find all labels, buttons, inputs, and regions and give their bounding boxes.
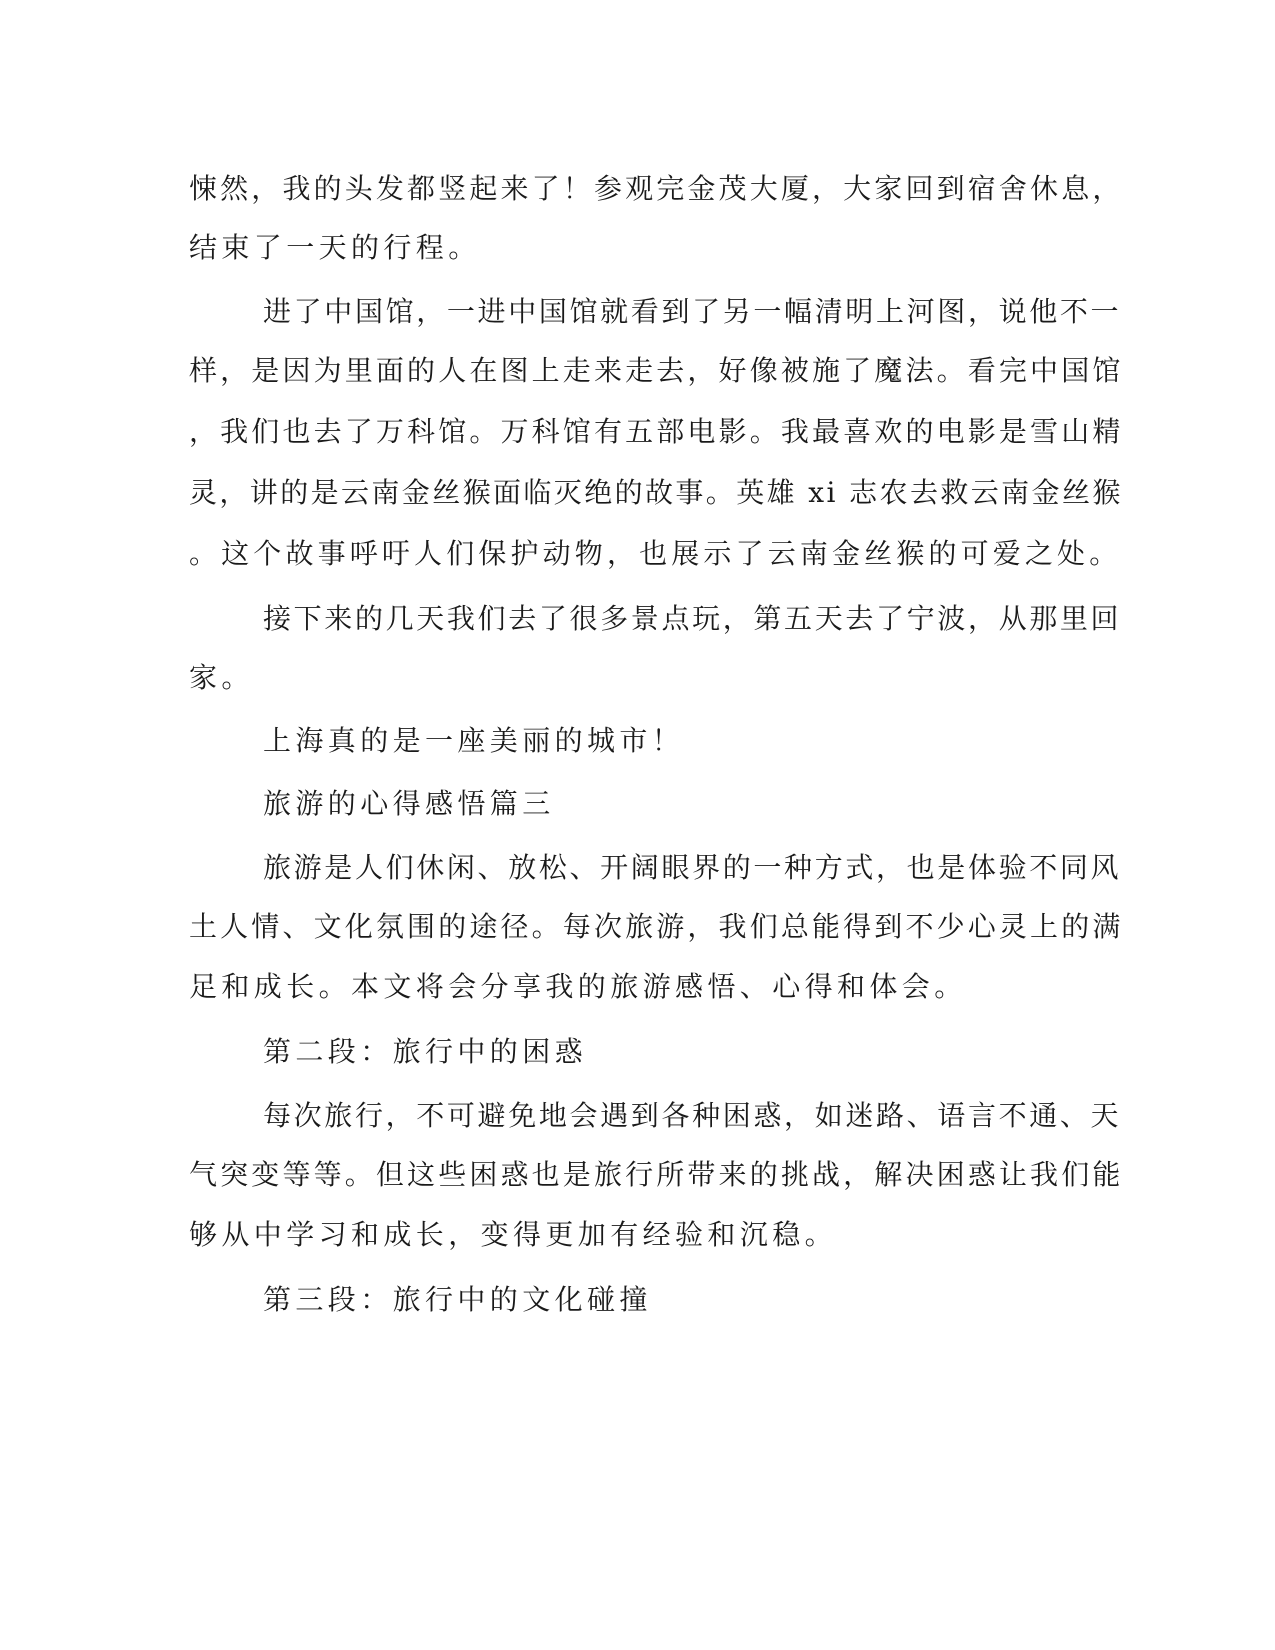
text-line (0, 1096, 1275, 1136)
line-text: 每次旅行，不可避免地会遇到各种困惑，如迷路、语言不通、天 (263, 1099, 1122, 1132)
text-line (0, 658, 1275, 698)
line-text: 样，是因为里面的人在图上走来走去，好像被施了魔法。看完中国馆 (189, 354, 1124, 387)
line-text: 家。 (189, 661, 254, 694)
text-line (0, 169, 1275, 209)
text-line (0, 848, 1275, 888)
text-line (0, 473, 1275, 513)
text-line (0, 907, 1275, 947)
line-text: 土人情、文化氛围的途径。每次旅游，我们总能得到不少心灵上的满 (189, 910, 1124, 943)
text-line (0, 534, 1275, 574)
text-line (0, 228, 1275, 268)
section-heading (0, 784, 1275, 824)
text-line (0, 412, 1275, 452)
heading-text: 旅游的心得感悟篇三 (263, 787, 555, 820)
line-text: 灵，讲的是云南金丝猴面临灭绝的故事。英雄 xi 志农去救云南金丝猴 (189, 476, 1123, 509)
line-text: 足和成长。本文将会分享我的旅游感悟、心得和体会。 (189, 970, 967, 1003)
line-text: ，我们也去了万科馆。万科馆有五部电影。我最喜欢的电影是雪山精 (189, 415, 1124, 448)
text-line (0, 351, 1275, 391)
line-text: 接下来的几天我们去了很多景点玩，第五天去了宁波，从那里回 (263, 602, 1122, 635)
line-text: 进了中国馆，一进中国馆就看到了另一幅清明上河图，说他不一 (263, 295, 1122, 328)
line-text: 旅游是人们休闲、放松、开阔眼界的一种方式，也是体验不同风 (263, 851, 1122, 884)
line-text: 上海真的是一座美丽的城市！ (263, 724, 685, 757)
line-text: 。这个故事呼吁人们保护动物，也展示了云南金丝猴的可爱之处。 (189, 537, 1122, 570)
line-text: 够从中学习和成长，变得更加有经验和沉稳。 (189, 1218, 838, 1251)
text-line (0, 721, 1275, 761)
text-line (0, 1215, 1275, 1255)
text-line (0, 292, 1275, 332)
line-text: 气突变等等。但这些困惑也是旅行所带来的挑战，解决困惑让我们能 (189, 1158, 1124, 1191)
text-line (0, 599, 1275, 639)
line-text: 结束了一天的行程。 (189, 231, 481, 264)
section-heading (0, 1032, 1275, 1072)
line-text: 悚然，我的头发都竖起来了！参观完金茂大厦，大家回到宿舍休息， (189, 172, 1124, 205)
text-line (0, 967, 1275, 1007)
heading-text: 第三段：旅行中的文化碰撞 (263, 1283, 652, 1316)
text-line (0, 1155, 1275, 1195)
heading-text: 第二段：旅行中的困惑 (263, 1035, 588, 1068)
section-heading (0, 1280, 1275, 1320)
